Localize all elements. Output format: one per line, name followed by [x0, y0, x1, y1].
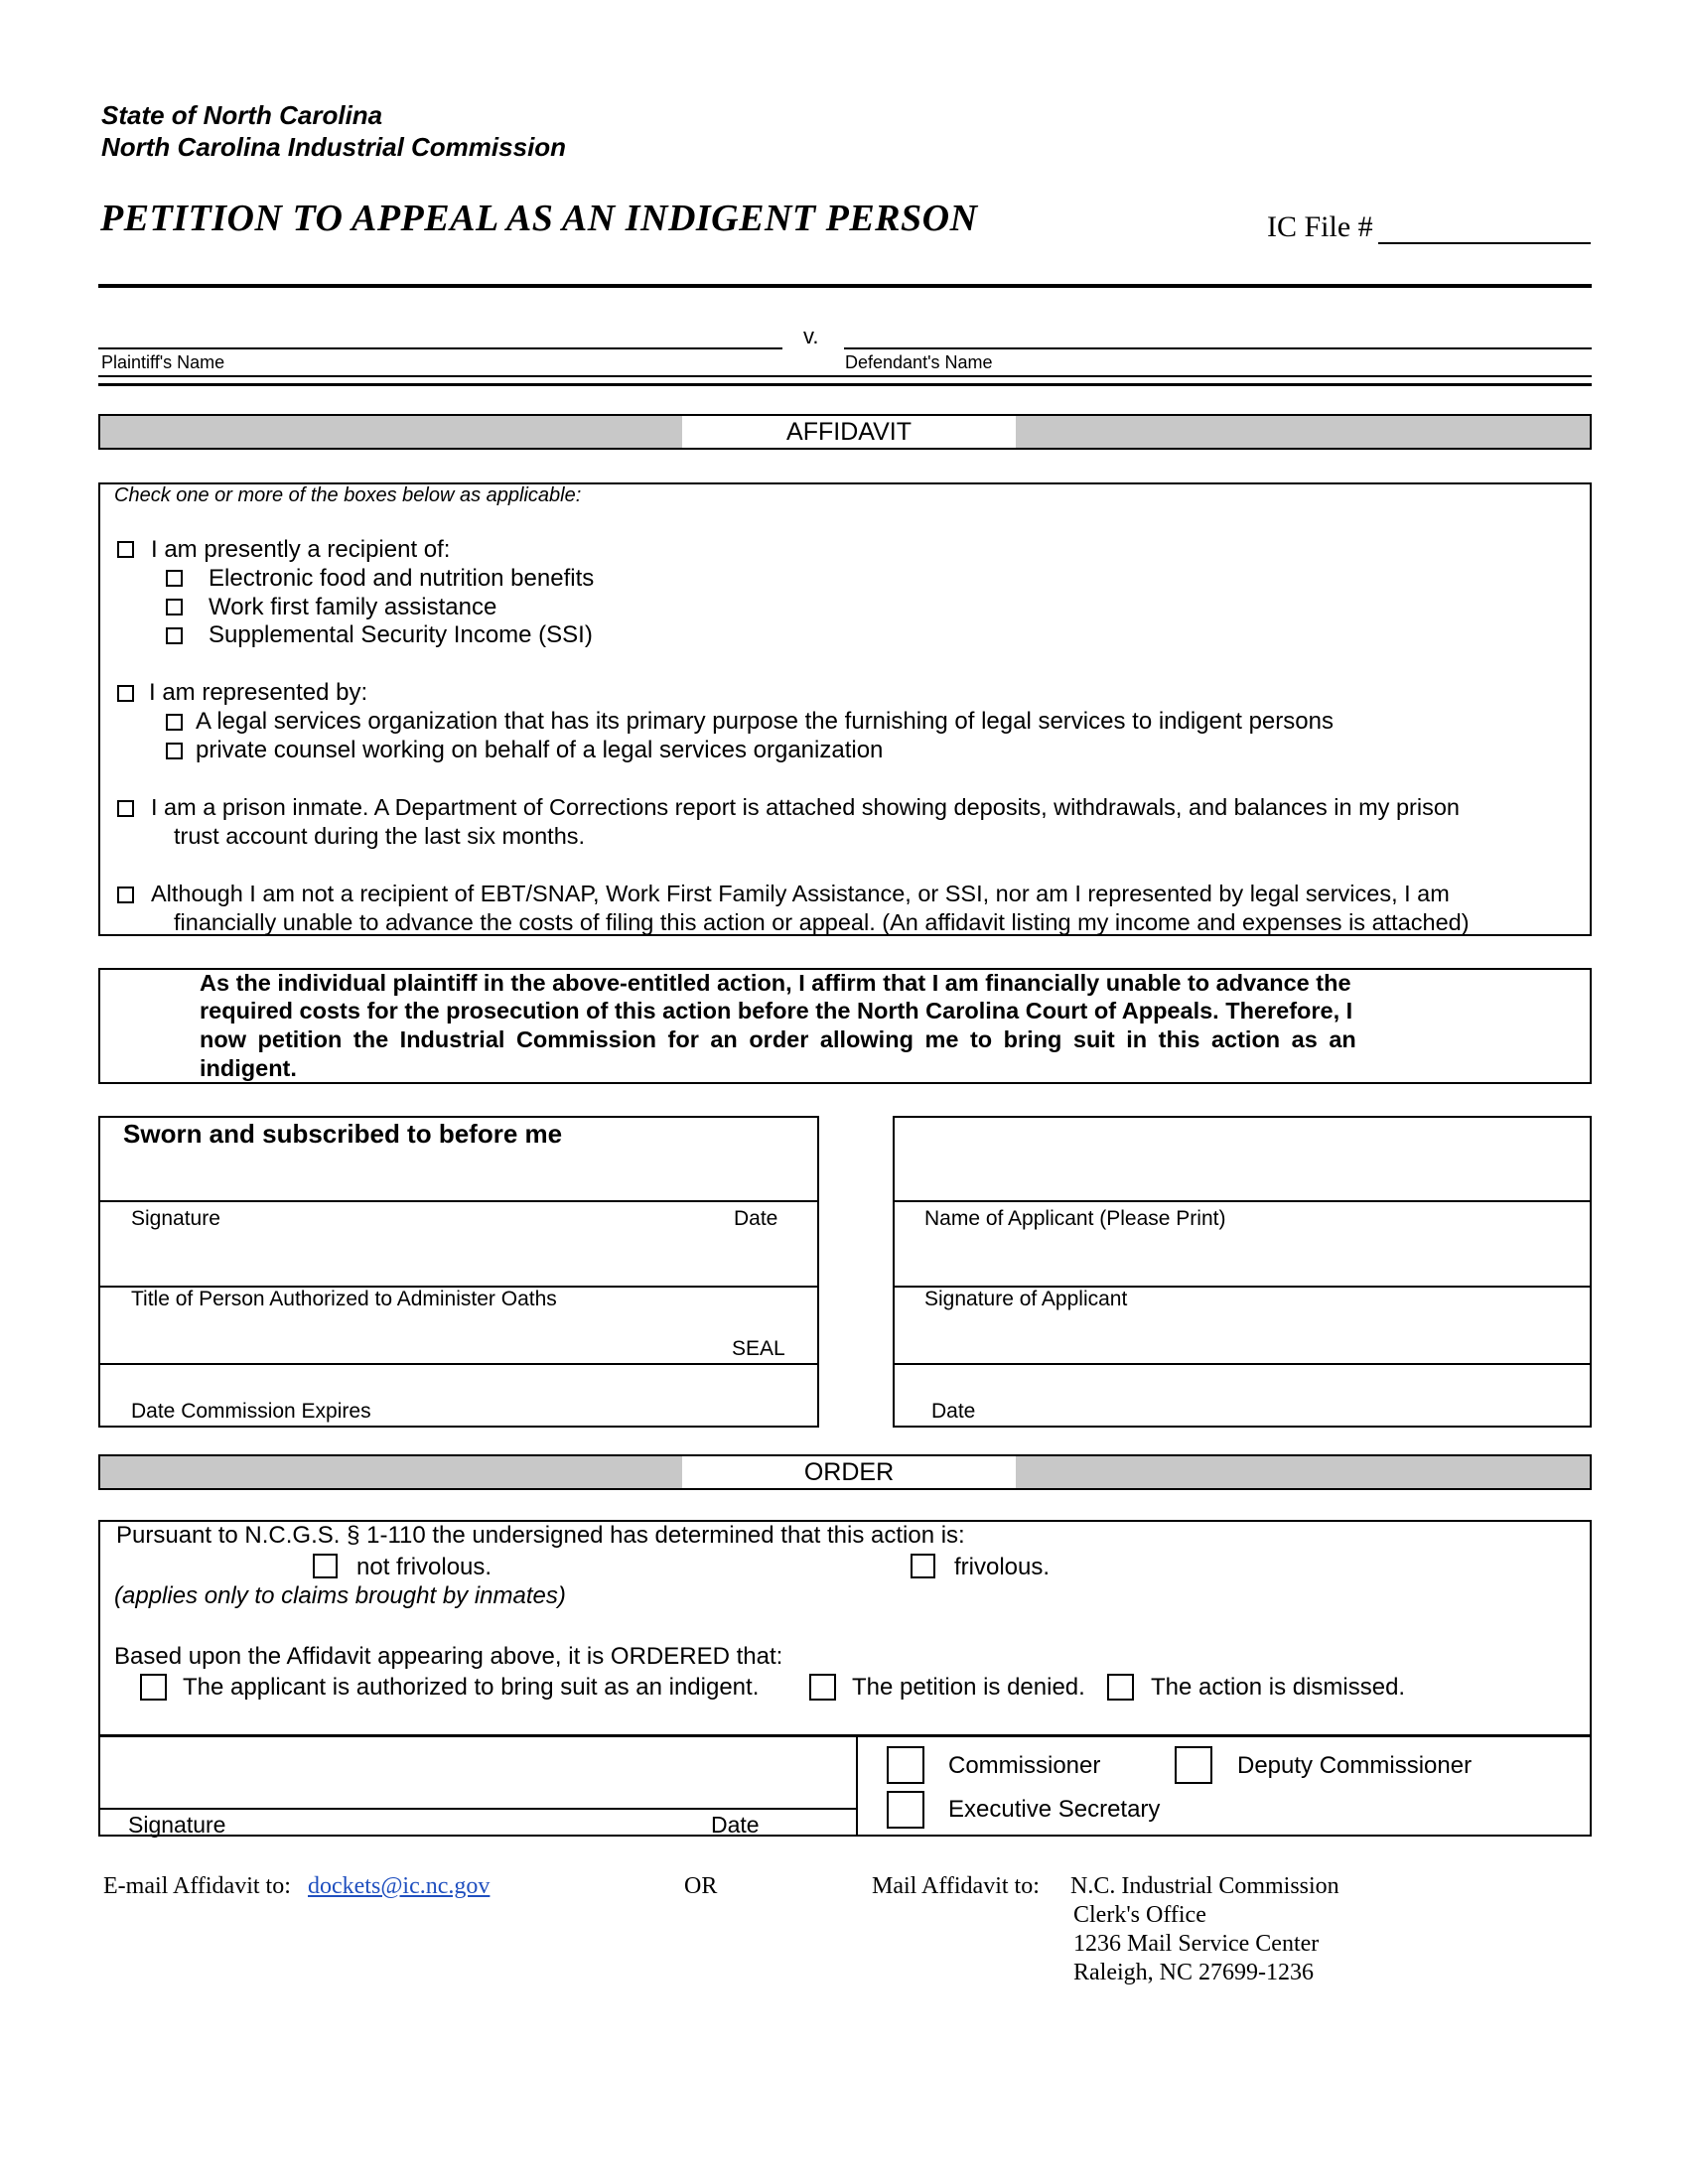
- order-signature-top-rule: [98, 1734, 1592, 1737]
- authorized-label: The applicant is authorized to bring suit as an indigent.: [183, 1674, 760, 1701]
- notary-date-label: Date: [734, 1207, 778, 1230]
- affidavit-heading: AFFIDAVIT: [682, 416, 1016, 448]
- other-text-line1: Although I am not a recipient of EBT/SNAP, Work First Family Assistance, or SSI, nor am I represented by legal services, I am: [151, 881, 1450, 906]
- address-line-4: Raleigh, NC 27699-1236: [1073, 1960, 1314, 1985]
- other-text-line2: financially unable to advance the costs of filing this action or appeal. (An affidavit listing my income and expenses is attached): [174, 909, 1470, 935]
- represented-label: I am represented by:: [149, 679, 368, 706]
- address-line-3: 1236 Mail Service Center: [1073, 1931, 1320, 1957]
- food-benefits-label: Electronic food and nutrition benefits: [209, 565, 595, 592]
- commissioner-label: Commissioner: [948, 1752, 1101, 1779]
- form-title: PETITION TO APPEAL AS AN INDIGENT PERSON: [100, 198, 978, 239]
- order-signature-label: Signature: [128, 1812, 226, 1838]
- order-date-label: Date: [711, 1812, 760, 1838]
- dismissed-label: The action is dismissed.: [1151, 1674, 1406, 1701]
- defendant-label: Defendant's Name: [845, 352, 993, 372]
- notary-expires-label: Date Commission Expires: [131, 1400, 371, 1423]
- notary-expires-line[interactable]: [98, 1363, 819, 1365]
- notary-seal-label: SEAL: [732, 1337, 785, 1360]
- or-label: OR: [684, 1873, 718, 1899]
- ssi-label: Supplemental Security Income (SSI): [209, 621, 593, 648]
- parties-rule-1: [98, 375, 1592, 377]
- based-upon-text: Based upon the Affidavit appearing above, it is ORDERED that:: [114, 1643, 783, 1670]
- private-counsel-label: private counsel working on behalf of a legal services organization: [196, 737, 884, 763]
- denied-label: The petition is denied.: [852, 1674, 1085, 1701]
- order-signature-divider: [856, 1734, 858, 1837]
- applicant-date-label: Date: [931, 1400, 976, 1423]
- inmate-text-line1: I am a prison inmate. A Department of Corrections report is attached showing deposits, withdrawals, and balances in my prison: [151, 794, 1460, 820]
- parties-rule-2: [98, 383, 1592, 386]
- food-benefits-checkbox[interactable]: [166, 570, 183, 587]
- order-pursuant-text: Pursuant to N.C.G.S. § 1-110 the undersigned has determined that this action is:: [116, 1522, 965, 1549]
- applicant-signature-label: Signature of Applicant: [924, 1288, 1128, 1310]
- order-heading: ORDER: [682, 1456, 1016, 1488]
- applicant-date-line[interactable]: [893, 1363, 1592, 1365]
- mail-label: Mail Affidavit to:: [872, 1873, 1040, 1899]
- recipient-checkbox[interactable]: [117, 541, 134, 558]
- notary-signature-label: Signature: [131, 1207, 220, 1230]
- commission-name: North Carolina Industrial Commission: [101, 132, 567, 162]
- work-first-label: Work first family assistance: [209, 594, 497, 620]
- recipient-label: I am presently a recipient of:: [151, 536, 451, 563]
- private-counsel-checkbox[interactable]: [166, 743, 183, 759]
- inmates-note: (applies only to claims brought by inmates): [114, 1582, 566, 1609]
- versus-label: v.: [803, 324, 819, 348]
- applicant-name-line[interactable]: [893, 1200, 1592, 1202]
- address-line-2: Clerk's Office: [1073, 1902, 1206, 1928]
- affirmation-line-3: now petition the Industrial Commission for an order allowing me to bring suit in this action as an: [200, 1026, 1356, 1052]
- represented-checkbox[interactable]: [117, 685, 134, 702]
- order-signature-line[interactable]: [98, 1808, 857, 1810]
- plaintiff-label: Plaintiff's Name: [101, 352, 225, 372]
- not-frivolous-checkbox[interactable]: [313, 1554, 338, 1578]
- plaintiff-name-line[interactable]: [98, 347, 782, 349]
- executive-secretary-checkbox[interactable]: [887, 1791, 924, 1829]
- ic-file-line[interactable]: [1378, 242, 1591, 244]
- applicant-box: [893, 1116, 1592, 1428]
- affidavit-instruction: Check one or more of the boxes below as applicable:: [114, 484, 582, 506]
- legal-services-checkbox[interactable]: [166, 714, 183, 731]
- work-first-checkbox[interactable]: [166, 599, 183, 615]
- ssi-checkbox[interactable]: [166, 627, 183, 644]
- notary-title-label: Title of Person Authorized to Administer Oaths: [131, 1288, 557, 1310]
- notary-heading: Sworn and subscribed to before me: [123, 1119, 563, 1149]
- authorized-checkbox[interactable]: [140, 1674, 167, 1701]
- affirmation-line-1: As the individual plaintiff in the above-entitled action, I affirm that I am financially unable to advance the: [200, 970, 1351, 996]
- defendant-name-line[interactable]: [844, 347, 1592, 349]
- email-link[interactable]: dockets@ic.nc.gov: [308, 1873, 491, 1899]
- inmate-text-line2: trust account during the last six months.: [174, 823, 586, 849]
- denied-checkbox[interactable]: [809, 1674, 836, 1701]
- notary-box: [98, 1116, 819, 1428]
- deputy-commissioner-checkbox[interactable]: [1175, 1746, 1212, 1784]
- address-line-1: N.C. Industrial Commission: [1070, 1873, 1339, 1899]
- legal-services-label: A legal services organization that has its primary purpose the furnishing of legal services to indigent persons: [196, 708, 1334, 735]
- commissioner-checkbox[interactable]: [887, 1746, 924, 1784]
- notary-signature-line[interactable]: [98, 1200, 819, 1202]
- dismissed-checkbox[interactable]: [1107, 1674, 1134, 1701]
- other-hardship-checkbox[interactable]: [117, 887, 134, 903]
- ic-file-label: IC File #: [1267, 210, 1373, 243]
- applicant-name-label: Name of Applicant (Please Print): [924, 1207, 1226, 1230]
- state-name: State of North Carolina: [101, 100, 383, 130]
- affirmation-line-4: indigent.: [200, 1055, 297, 1081]
- frivolous-checkbox[interactable]: [911, 1554, 935, 1578]
- frivolous-label: frivolous.: [954, 1554, 1051, 1580]
- email-label: E-mail Affidavit to:: [103, 1873, 291, 1899]
- affirmation-line-2: required costs for the prosecution of this action before the North Carolina Court of Appeals. Therefore, I: [200, 998, 1353, 1024]
- not-frivolous-label: not frivolous.: [356, 1554, 492, 1580]
- header-rule: [98, 284, 1592, 288]
- executive-secretary-label: Executive Secretary: [948, 1796, 1161, 1823]
- inmate-checkbox[interactable]: [117, 800, 134, 817]
- deputy-commissioner-label: Deputy Commissioner: [1237, 1752, 1473, 1779]
